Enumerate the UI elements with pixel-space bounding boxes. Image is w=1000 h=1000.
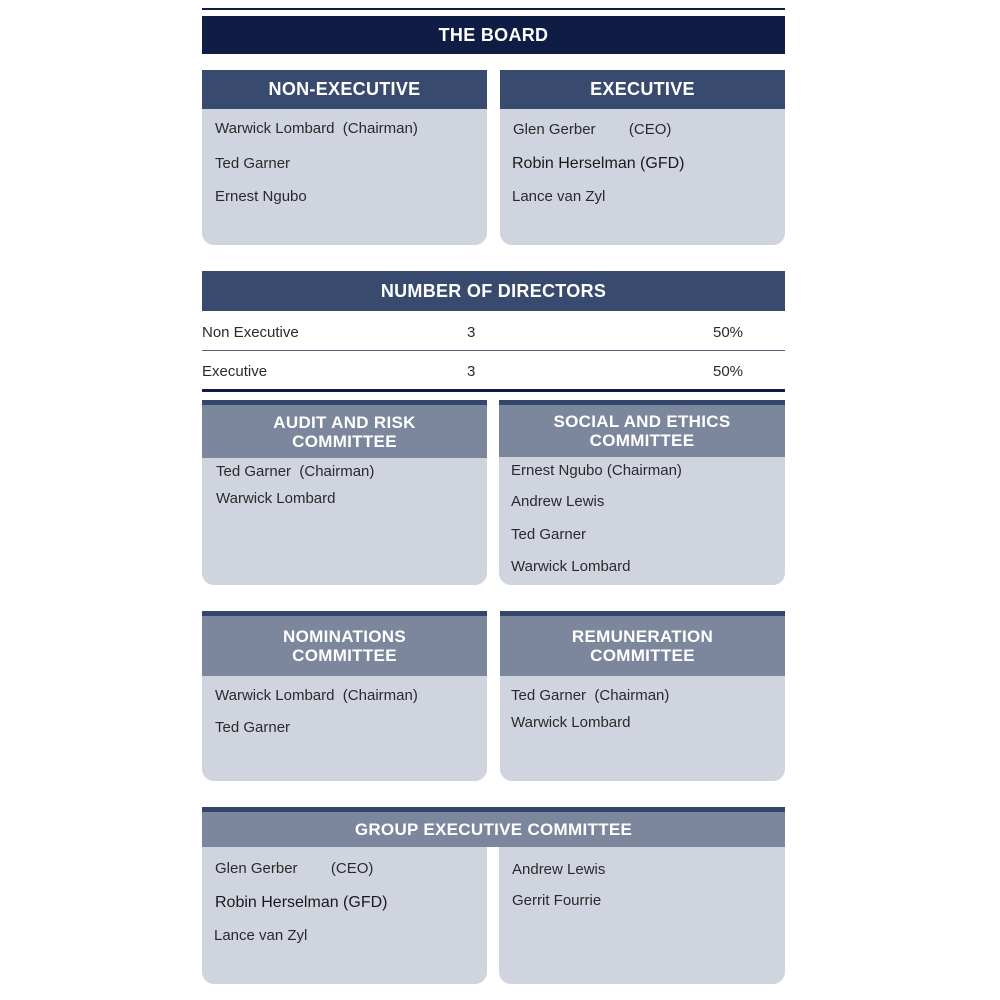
top-rule: [202, 8, 785, 10]
remuneration-title-line1: REMUNERATION: [571, 627, 714, 646]
member: Ted Garner (Chairman): [216, 463, 375, 480]
remuneration-committee-card: [500, 611, 785, 781]
member: Robin Herselman (GFD): [512, 155, 685, 172]
member: Gerrit Fourrie: [512, 892, 602, 909]
group-exec-committee: [202, 807, 785, 984]
audit-title-line1: AUDIT AND RISK: [273, 412, 416, 432]
directors-row-executive: [202, 351, 785, 389]
non-executive-card: [202, 70, 487, 245]
social-ethics-header: [499, 400, 785, 457]
executive-title: EXECUTIVE: [590, 79, 695, 99]
audit-risk-committee-card: [202, 400, 487, 585]
non-executive-title: NON-EXECUTIVE: [268, 79, 421, 99]
social-title-line1: SOCIAL AND ETHICS: [553, 412, 731, 431]
member: Warwick Lombard: [216, 490, 336, 507]
member: Andrew Lewis: [511, 493, 605, 510]
audit-title-line2: COMMITTEE: [292, 431, 397, 451]
board-title-banner: [202, 16, 785, 54]
remuneration-title-line2: COMMITTEE: [590, 646, 695, 665]
member: Ted Garner: [215, 719, 291, 736]
member: Ted Garner: [215, 155, 291, 172]
member: Glen Gerber (CEO): [513, 121, 672, 138]
row-count: 3: [467, 363, 476, 380]
member: Robin Herselman (GFD): [215, 894, 388, 911]
audit-risk-header: [202, 400, 487, 458]
nominations-title-line2: COMMITTEE: [292, 646, 397, 665]
member: Ernest Ngubo (Chairman): [511, 462, 682, 479]
executive-card: [500, 70, 785, 245]
member: Warwick Lombard (Chairman): [215, 687, 418, 704]
directors-banner: [202, 271, 785, 311]
directors-row-non-executive: [202, 312, 785, 350]
group-exec-title: GROUP EXECUTIVE COMMITTEE: [354, 820, 633, 839]
member: Warwick Lombard (Chairman): [215, 120, 418, 137]
remuneration-header: [500, 611, 785, 676]
member: Ted Garner (Chairman): [511, 687, 670, 704]
row-percent: 50%: [713, 363, 744, 380]
row-percent: 50%: [713, 324, 744, 341]
table-bottom-rule: [202, 389, 785, 392]
member: Lance van Zyl: [214, 927, 308, 944]
member: Warwick Lombard: [511, 558, 631, 575]
member: Glen Gerber (CEO): [215, 860, 374, 877]
row-count: 3: [467, 324, 476, 341]
group-exec-left-card: [202, 847, 487, 984]
member: Lance van Zyl: [512, 188, 606, 205]
nominations-committee-card: [202, 611, 487, 781]
nominations-title-line1: NOMINATIONS: [283, 627, 406, 646]
group-exec-header: [202, 807, 785, 847]
member: Andrew Lewis: [512, 861, 606, 878]
directors-title: NUMBER OF DIRECTORS: [380, 280, 607, 301]
executive-header: [500, 70, 785, 109]
member: Ernest Ngubo: [215, 188, 307, 205]
nominations-header: [202, 611, 487, 676]
non-executive-header: [202, 70, 487, 109]
group-exec-right-card: [499, 847, 785, 984]
board-title: THE BOARD: [438, 24, 549, 45]
social-ethics-committee-card: [499, 400, 785, 585]
social-title-line2: COMMITTEE: [589, 431, 695, 450]
row-label: Non Executive: [202, 324, 299, 341]
row-label: Executive: [202, 363, 268, 380]
member: Warwick Lombard: [511, 714, 631, 731]
member: Ted Garner: [511, 526, 587, 543]
